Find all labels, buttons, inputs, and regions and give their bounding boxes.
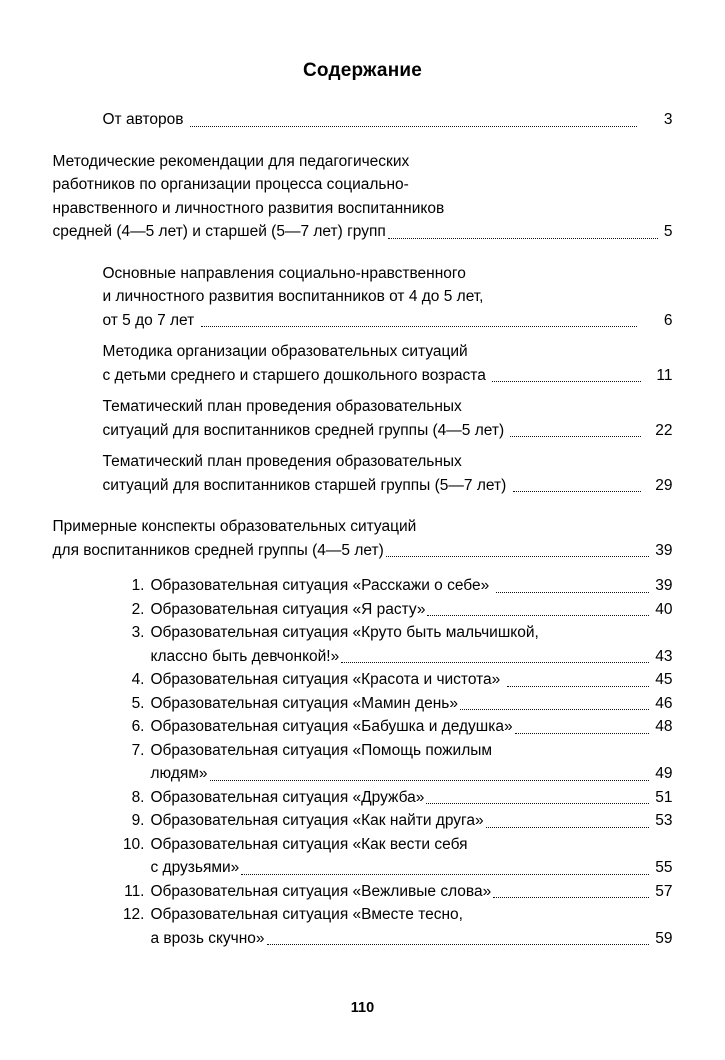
item-number: 12. (122, 906, 145, 923)
list-item[interactable] (103, 739, 673, 786)
list-item[interactable] (103, 574, 673, 598)
list-item-label: Образовательная ситуация «Расскажи о себе» (150, 577, 494, 594)
list-item-label: Образовательная ситуация «Вместе тесно, (150, 906, 463, 923)
leader-dots (241, 874, 649, 875)
item-number: 10. (122, 835, 145, 853)
toc-entry-text: с детьми среднего и старшего дошкольного возраста (102, 366, 491, 384)
toc-page-number: 6 (663, 311, 673, 329)
toc-entry-text: средней (4—5 лет) и старшей (5—7 лет) групп (52, 223, 386, 240)
item-number: 4. (131, 671, 145, 688)
toc-entry-text: работников по организации процесса социально- (52, 176, 409, 193)
item-number: 5. (131, 694, 145, 712)
list-item-label: с друзьями» (150, 859, 240, 876)
leader-dots (190, 126, 637, 127)
toc-entry-text: Методика организации образовательных ситуаций (102, 343, 468, 360)
toc-page-number: 39 (655, 541, 673, 559)
toc-entry-text: Тематический план проведения образовательных (102, 453, 462, 470)
toc-entry-metodika-organizacii[interactable] (103, 340, 673, 387)
toc-entry-text: Тематический план проведения образовательных (102, 398, 462, 415)
toc-page-number: 46 (655, 694, 673, 712)
item-number: 2. (131, 600, 145, 618)
toc-situations-list (103, 574, 673, 950)
toc-entry-text: ситуаций для воспитанников средней группы (4—5 лет) (102, 421, 509, 439)
leader-dots (341, 662, 649, 663)
list-item[interactable] (103, 833, 673, 880)
toc-page-number: 55 (655, 859, 673, 876)
toc-entry-tematicheskiy-plan-srednyaya[interactable] (103, 395, 673, 442)
item-number: 3. (131, 624, 145, 641)
document-page (0, 60, 725, 1060)
page-number-footer: 110 (350, 1000, 375, 1016)
list-item[interactable] (103, 809, 673, 833)
leader-dots (427, 615, 649, 616)
toc-page-number: 39 (655, 577, 673, 594)
toc-entry-text: нравственного и личностного развития воспитанников (52, 199, 445, 217)
list-item-label: Образовательная ситуация «Мамин день» (150, 694, 458, 712)
toc-entry-metodicheskie-rekomendacii[interactable] (53, 150, 673, 244)
leader-dots (496, 592, 650, 593)
toc-page-number: 48 (655, 718, 673, 735)
leader-dots (510, 436, 640, 437)
toc-entry-text: От авторов (102, 111, 188, 128)
list-item[interactable] (103, 692, 673, 716)
list-item-label: Образовательная ситуация «Круто быть мальчишкой, (150, 624, 539, 641)
toc-entry-text: ситуаций для воспитанников старшей группы (5—7 лет) (102, 476, 511, 494)
list-item[interactable] (103, 715, 673, 739)
item-number: 7. (131, 741, 145, 759)
page-title: Содержание (302, 60, 423, 81)
list-item[interactable] (103, 668, 673, 692)
spacer (53, 140, 673, 150)
leader-dots (515, 733, 650, 734)
toc-page-number: 43 (655, 647, 673, 665)
item-number: 8. (131, 788, 145, 806)
item-number: 11. (124, 882, 145, 900)
toc-page-number: 11 (656, 366, 673, 384)
toc-page-number: 51 (655, 788, 673, 806)
toc-page-number: 57 (655, 882, 673, 900)
leader-dots (386, 556, 649, 557)
table-of-contents (53, 108, 673, 950)
list-item-label: Образовательная ситуация «Бабушка и дедушка» (150, 718, 513, 735)
list-item-label: Образовательная ситуация «Как вести себя (150, 835, 468, 853)
leader-dots (513, 491, 641, 492)
leader-dots (201, 326, 637, 327)
toc-page-number: 3 (663, 111, 673, 128)
toc-entry-text: для воспитанников средней группы (4—5 лет) (52, 541, 384, 559)
leader-dots (210, 780, 650, 781)
leader-dots (388, 238, 658, 239)
toc-entry-osnovnye-napravleniya[interactable] (103, 262, 673, 333)
list-item[interactable] (103, 598, 673, 622)
list-item[interactable] (103, 621, 673, 668)
toc-entry-text: Методические рекомендации для педагогических (52, 152, 410, 170)
list-item[interactable] (103, 786, 673, 810)
toc-page-number: 49 (655, 765, 673, 782)
item-number: 6. (131, 718, 145, 735)
list-item-label: Образовательная ситуация «Дружба» (150, 788, 425, 806)
spacer (53, 505, 673, 515)
list-item-label: людям» (150, 765, 208, 782)
list-item[interactable] (103, 903, 673, 950)
list-item-label: Образовательная ситуация «Красота и чистота» (150, 671, 505, 688)
spacer (53, 252, 673, 262)
leader-dots (507, 686, 650, 687)
list-item-label: Образовательная ситуация «Вежливые слова» (150, 882, 492, 900)
leader-dots (492, 381, 640, 382)
toc-entry-primernye-konspekty[interactable] (53, 515, 673, 562)
list-item-label: Образовательная ситуация «Помощь пожилым (150, 741, 493, 759)
toc-page-number: 5 (663, 223, 673, 240)
list-item-label: а врозь скучно» (150, 929, 265, 947)
list-item[interactable] (103, 880, 673, 904)
toc-entry-text: от 5 до 7 лет (102, 311, 199, 329)
toc-entry-text: Примерные конспекты образовательных ситуаций (52, 518, 417, 535)
toc-entry-text: и личностного развития воспитанников от 4 до 5 лет, (102, 288, 484, 305)
toc-entry-ot-avtorov[interactable] (103, 108, 673, 132)
leader-dots (486, 827, 650, 828)
toc-page-number: 53 (655, 812, 673, 829)
toc-page-number: 29 (655, 476, 673, 494)
item-number: 1. (131, 577, 145, 594)
list-item-label: Образовательная ситуация «Как найти друга» (150, 812, 484, 829)
toc-page-number: 40 (655, 600, 673, 618)
item-number: 9. (131, 812, 145, 829)
toc-page-number: 22 (655, 421, 673, 439)
toc-entry-tematicheskiy-plan-starshaya[interactable] (103, 450, 673, 497)
leader-dots (493, 897, 649, 898)
toc-page-number: 59 (655, 929, 673, 947)
leader-dots (460, 709, 649, 710)
list-item-label: Образовательная ситуация «Я расту» (150, 600, 426, 618)
leader-dots (426, 803, 649, 804)
list-item-label: классно быть девчонкой!» (150, 647, 340, 665)
toc-entry-text: Основные направления социально-нравственного (102, 264, 466, 282)
leader-dots (267, 944, 650, 945)
toc-page-number: 45 (655, 671, 673, 688)
